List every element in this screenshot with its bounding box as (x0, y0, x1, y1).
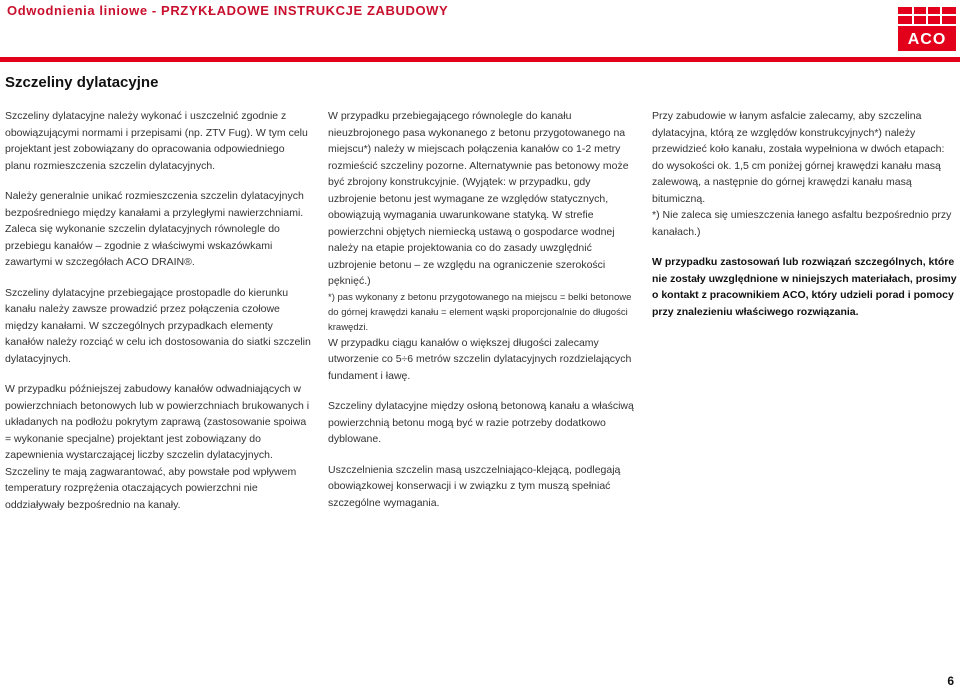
col2-paragraph-1-end: W przypadku ciągu kanałów o większej długości zalecamy utworzenie co 5÷6 metrów szczelin dylatacyjnych rozdzielających fundament i ławę. (328, 336, 632, 382)
section-title: Szczeliny dylatacyjne (5, 74, 159, 91)
logo-grid-icon (898, 5, 956, 33)
col1-paragraph-2: Należy generalnie unikać rozmieszczenia szczelin dylatacyjnych bezpośredniego między kanałami a przyległymi nawierzchniami. Zaleca się wykonanie szczelin dylatacyjnych równolegle do przebiegu kanałów – zgodnie z właściwymi wskazówkami zawartymi w szczegółach ACO DRAIN®. (5, 190, 304, 268)
page-number: 6 (947, 674, 954, 688)
col1-paragraph-4: W przypadku późniejszej zabudowy kanałów odwadniających w powierzchniach betonowych lub w powierzchniach brukowanych i układanych na podłożu pokrytym zaprawą (zastosowanie spoiwa = wykonanie specjalne) projektant jest zobowiązany do zapewnienia wystarczającej liczby szczelin dylatacyjnych. Szczeliny te mają zagwarantować, aby powstałe pod wpływem temperatury rozprężenia otaczających powierzchni nie oddziaływały bezpośrednio na kanały. (5, 383, 310, 511)
col3-paragraph-2: W przypadku zastosowań lub rozwiązań szczególnych, które nie zostały uwzględnione w niniejszych materiałach, prosimy o kontakt z pracownikiem ACO, który udzieli porad i pomocy przy znalezieniu właściwego rozwiązania. (652, 256, 957, 318)
logo-text: ACO (907, 31, 947, 48)
header-title (7, 3, 448, 18)
column-1 (5, 108, 311, 527)
col2-footnote: *) pas wykonany z betonu przygotowanego na miejscu = belki betonowe do górnej krawędzi kanału = element wąski proporcjonalnie do długości krawędzi. (328, 291, 632, 333)
col2-paragraph-1: W przypadku przebiegającego równolegle do kanału nieuzbrojonego pasa wykonanego z betonu przygotowanego na miejscu*) należy w miejscach połączenia kanałów co 1-2 metry rozmieścić szczeliny pozorne. Alternatywnie pas betonowy może być zbrojony konstrukcyjnie. (Wyjątek: w przypadku, gdy uzbrojenie betonu jest wymagane ze względów statycznych, obowiązują wymagania uwarunkowane statyką. W strefie powierzchni objętych niemiecką ustawą o gospodarce wodnej należy na etapie projektowania co do zasady uwzględnić uzbrojenie betonu – ze względu na ograniczenie szerokości pęknięć.) (328, 110, 629, 287)
header-title-prefix: Odwodnienia liniowe - (7, 3, 162, 18)
header-title-main: PRZYKŁADOWE INSTRUKCJE ZABUDOWY (161, 3, 449, 18)
col1-paragraph-1: Szczeliny dylatacyjne należy wykonać i uszczelnić zgodnie z obowiązującymi normami i przepisami (np. ZTV Fug). W tym celu projektant jest zobowiązany do opracowania odpowiedniego planu rozmieszczenia szczelin dylatacyjnych. (5, 110, 308, 172)
header-divider (0, 57, 960, 62)
col2-paragraph-3: Uszczelnienia szczelin masą uszczelniająco-klejącą, podlegają obowiązkowej konserwacji i w związku z tym muszą spełniać szczególne wymagania. (328, 463, 621, 509)
col1-paragraph-3: Szczeliny dylatacyjne przebiegające prostopadle do kierunku kanału należy zawsze prowadzić przez połączenia czołowe między kanałami. W szczególnych przypadkach elementy kanałów należy rozciąć w celu ich dostosowania do siatki szczelin dylatacyjnych. (5, 286, 311, 365)
col3-paragraph-1: Przy zabudowie w łanym asfalcie zalecamy, aby szczelina dylatacyjna, którą ze względów konstrukcyjnych*) należy przewidzieć koło kanału, została wypełniona w dwóch etapach: do wysokości ok. 1,5 cm poniżej górnej krawędzi kanału masą zalewową, a następnie do górnej krawędzi kanału masą bitumiczną. (652, 110, 945, 205)
aco-logo (898, 5, 956, 51)
col2-paragraph-2: Szczeliny dylatacyjne między osłoną betonową kanału a właściwą powierzchnią betonu mogą być w razie potrzeby dodatkowo dyblowane. (328, 400, 634, 445)
column-3 (652, 108, 957, 334)
column-2 (328, 108, 634, 525)
col3-footnote: *) Nie zaleca się umieszczenia łanego asfaltu bezpośrednio przy kanałach.) (652, 209, 952, 238)
